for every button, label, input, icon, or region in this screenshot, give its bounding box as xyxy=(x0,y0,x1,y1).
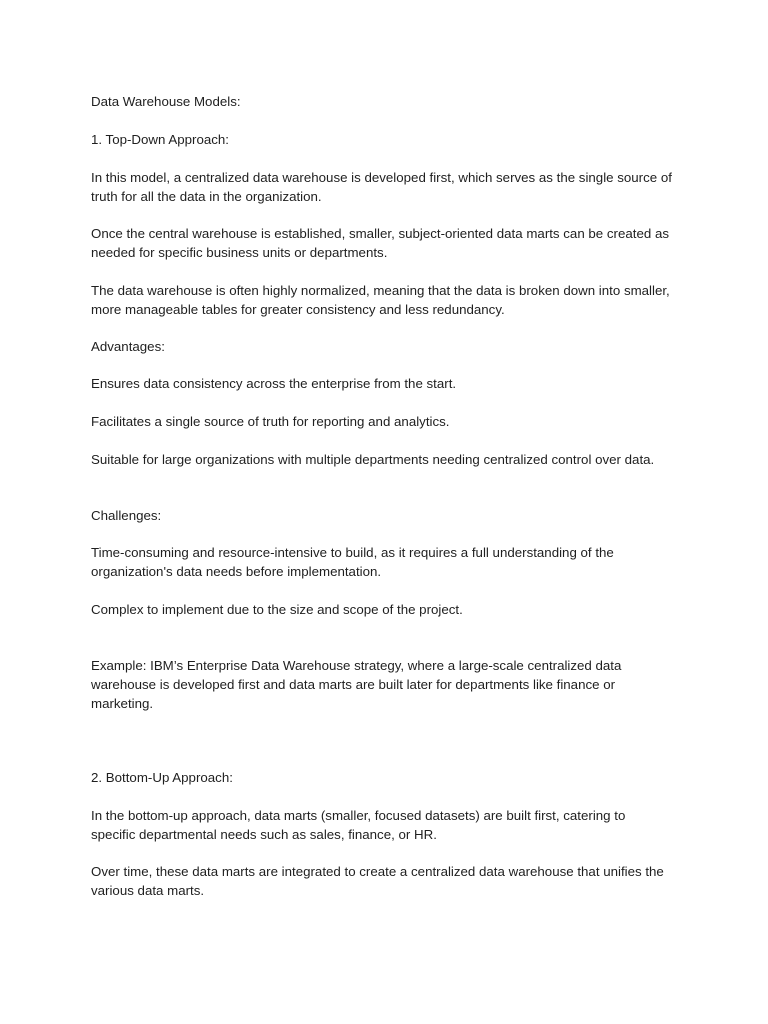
advantage-item: Ensures data consistency across the enterprise from the start. xyxy=(91,376,457,391)
advantages-heading: Advantages: xyxy=(91,339,165,354)
section-heading-top-down: 1. Top-Down Approach: xyxy=(91,132,229,147)
paragraph-data-marts: Once the central warehouse is established, smaller, subject-oriented data marts can be created as needed for specific business units or departments. xyxy=(91,226,669,260)
paragraph-bottom-up: In the bottom-up approach, data marts (smaller, focused datasets) are built first, catering to specific departmental needs such as sales, finance, or HR. xyxy=(91,808,626,842)
challenges-heading: Challenges: xyxy=(91,508,162,523)
paragraph-centralized-warehouse: In this model, a centralized data warehouse is developed first, which serves as the single source of truth for all the data in the organization. xyxy=(91,170,672,204)
section-heading-bottom-up: 2. Bottom-Up Approach: xyxy=(91,770,233,785)
challenge-item: Complex to implement due to the size and scope of the project. xyxy=(91,602,463,617)
advantage-item: Suitable for large organizations with multiple departments needing centralized control over data. xyxy=(91,452,655,467)
challenge-item: Time-consuming and resource-intensive to build, as it requires a full understanding of the organization's data needs before implementation. xyxy=(91,545,614,579)
paragraph-integration: Over time, these data marts are integrated to create a centralized data warehouse that unifies the various data marts. xyxy=(91,864,664,898)
advantage-item: Facilitates a single source of truth for reporting and analytics. xyxy=(91,414,450,429)
example-paragraph: Example: IBM’s Enterprise Data Warehouse strategy, where a large-scale centralized data warehouse is developed first and data marts are built later for departments like finance or marketing. xyxy=(91,658,622,711)
document-title: Data Warehouse Models: xyxy=(91,94,241,109)
paragraph-normalized: The data warehouse is often highly normalized, meaning that the data is broken down into smaller, more manageable tables for greater consistency and less redundancy. xyxy=(91,283,670,317)
